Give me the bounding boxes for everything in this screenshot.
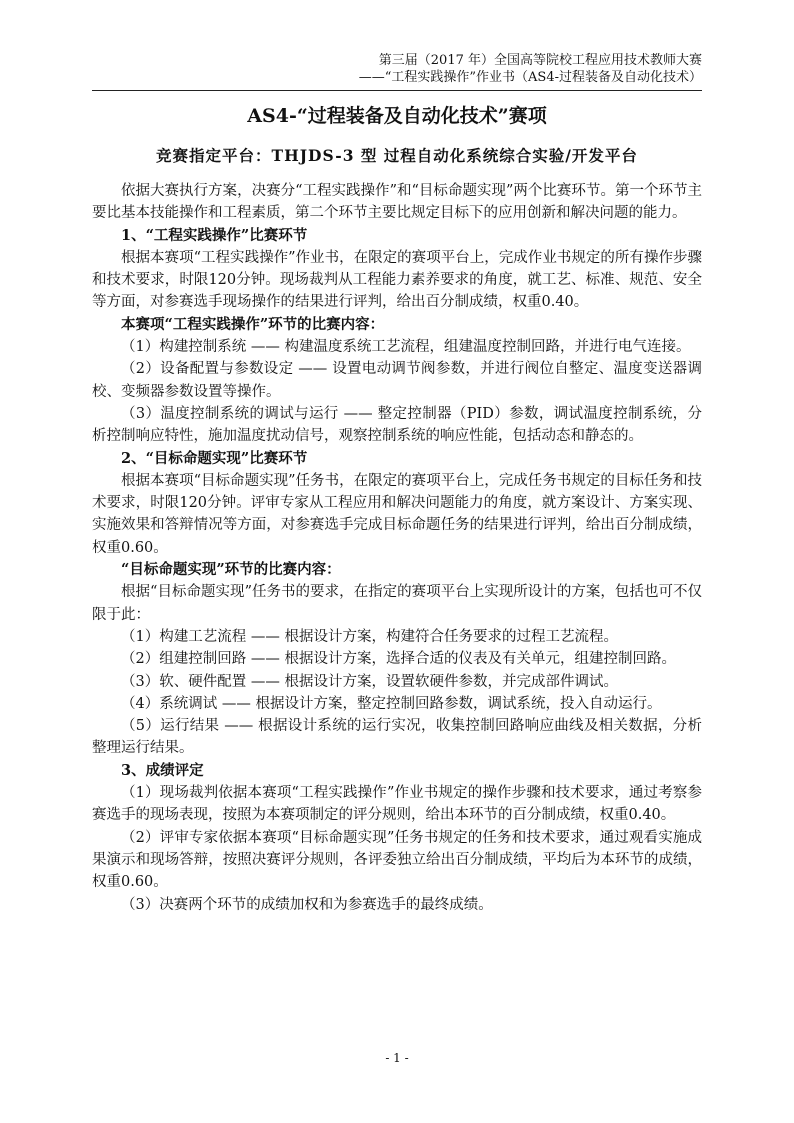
list-item: （3）软、硬件配置 —— 根据设计方案，设置软硬件参数，并完成部件调试。 bbox=[121, 673, 618, 690]
list-item: （3）温度控制系统的调试与运行 —— 整定控制器（PID）参数，调试温度控制系统，分析控制响应特性，施加温度扰动信号，观察控制系统的响应性能，包括动态和静态的。 bbox=[92, 405, 702, 445]
document-title: AS4-“过程装备及自动化技术”赛项 bbox=[247, 105, 547, 127]
list-item: （2）评审专家依据本赛项“目标命题实现”任务书规定的任务和技术要求，通过观看实施成果演示和现场答辩，按照决赛评分规则，各评委独立给出百分制成绩，平均后为本环节的成绩，权重0.60。 bbox=[92, 829, 702, 891]
section-heading: 2、“目标命题实现”比赛环节 bbox=[121, 449, 308, 467]
list-item: （1）现场裁判依据本赛项“工程实践操作”作业书规定的操作步骤和技术要求，通过考察参赛选手的现场表现，按照为本赛项制定的评分规则，给出本环节的百分制成绩，权重0.40。 bbox=[92, 785, 702, 824]
list-item: （1）构建工艺流程 —— 根据设计方案，构建符合任务要求的过程工艺流程。 bbox=[121, 628, 618, 645]
document-subtitle: 竞赛指定平台：THJDS-3 型 过程自动化系统综合实验/开发平台 bbox=[156, 146, 638, 165]
page-number: - 1 - bbox=[385, 1051, 409, 1065]
list-item: （3）决赛两个环节的成绩加权和为参赛选手的最终成绩。 bbox=[121, 896, 493, 913]
list-item: （4）系统调试 —— 根据设计方案，整定控制回路参数，调试系统，投入自动运行。 bbox=[121, 695, 662, 712]
list-item: （2）设备配置与参数设定 —— 设置电动调节阀参数，并进行阀位自整定、温度变送器调校、变频器参数设置等操作。 bbox=[92, 361, 702, 400]
header-line-1: 第三届（2017 年）全国高等院校工程应用技术教师大赛 bbox=[378, 53, 702, 68]
body-paragraph: 根据本赛项“目标命题实现”任务书，在限定的赛项平台上，完成任务书规定的目标任务和技术要求，时限120分钟。评审专家从工程应用和解决问题能力的角度，就方案设计、方案实现、实施效果和答辩情况等方面，对参赛选手完成目标命题任务的结果进行评判，给出百分制成绩，权重0.60。 bbox=[92, 472, 702, 556]
subsection-heading: 本赛项“工程实践操作”环节的比赛内容： bbox=[121, 315, 385, 333]
body-paragraph: 根据本赛项“工程实践操作”作业书，在限定的赛项平台上，完成作业书规定的所有操作步骤和技术要求，时限120分钟。现场裁判从工程能力素养要求的角度，就工艺、标准、规范、安全等方面，对参赛选手现场操作的结果进行评判，给出百分制成绩，权重0.40。 bbox=[92, 249, 702, 311]
subsection-heading: “目标命题实现”环节的比赛内容： bbox=[121, 561, 341, 579]
intro-paragraph: 依据大赛执行方案，决赛分“工程实践操作”和“目标命题实现”两个比赛环节。第一个环节主要比基本技能操作和工程素质，第二个环节主要比规定目标下的应用创新和解决问题的能力。 bbox=[92, 183, 702, 222]
header-rule bbox=[92, 90, 702, 91]
list-item: （1）构建控制系统 —— 构建温度系统工艺流程，组建温度控制回路，并进行电气连接。 bbox=[121, 339, 691, 356]
section-heading: 3、成绩评定 bbox=[121, 761, 204, 779]
list-item: （2）组建控制回路 —— 根据设计方案，选择合适的仪表及有关单元，组建控制回路。 bbox=[121, 651, 676, 668]
page-header bbox=[92, 52, 702, 86]
section-heading: 1、“工程实践操作”比赛环节 bbox=[121, 226, 308, 244]
body-paragraph: 根据“目标命题实现”任务书的要求，在指定的赛项平台上实现所设计的方案，包括也可不仅限于此： bbox=[92, 584, 702, 623]
document-body bbox=[92, 180, 702, 916]
header-line-2: ——“工程实践操作”作业书（AS4-过程装备及自动化技术） bbox=[358, 70, 702, 85]
list-item: （5）运行结果 —— 根据设计系统的运行实况，收集控制回路响应曲线及相关数据，分析整理运行结果。 bbox=[92, 718, 702, 757]
